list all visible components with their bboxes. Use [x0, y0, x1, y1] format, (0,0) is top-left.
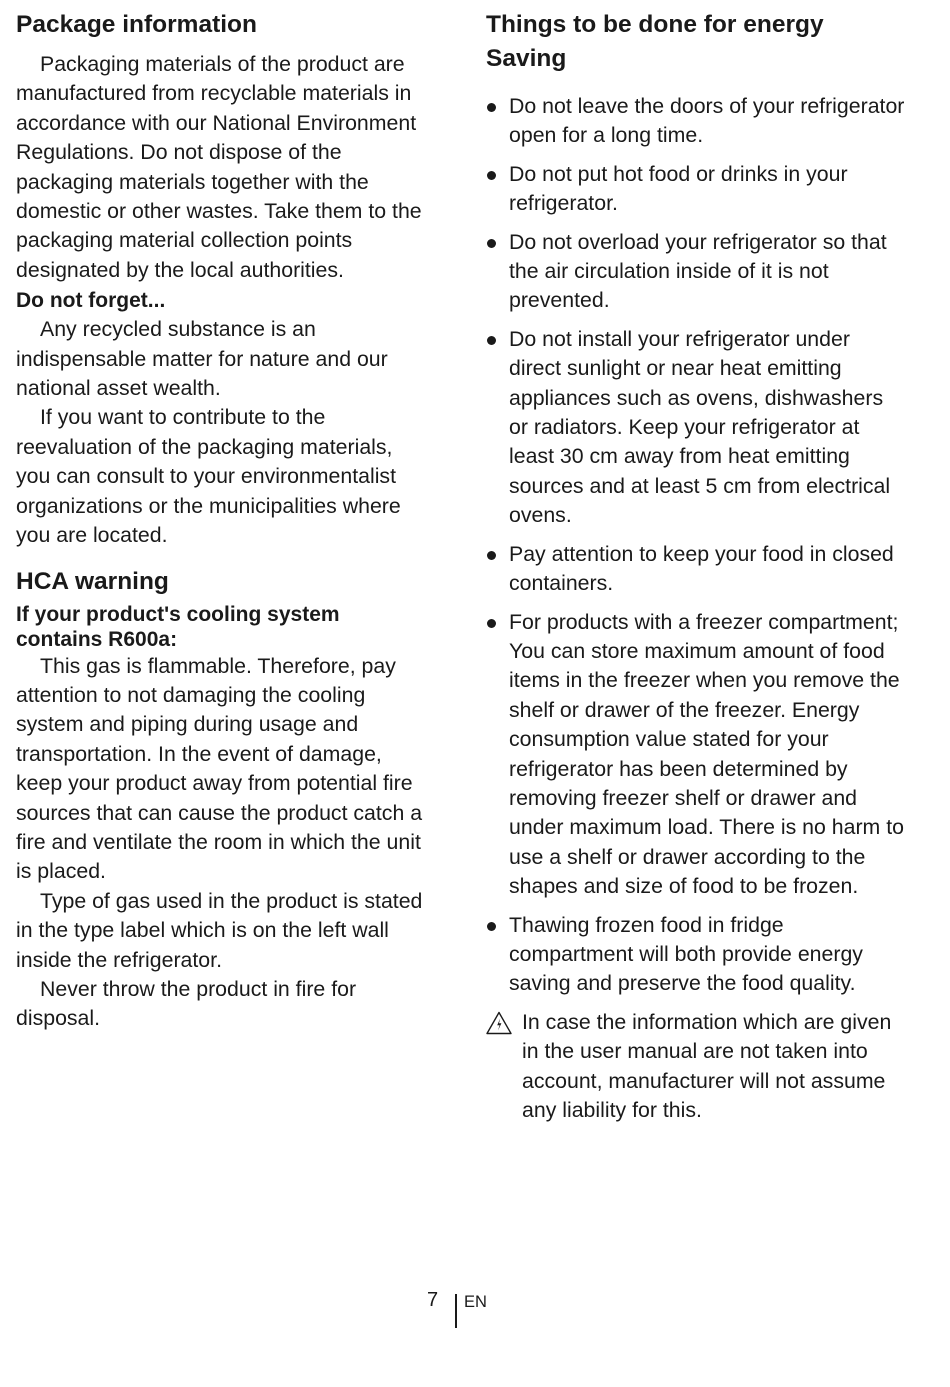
bullet-dot-icon: [487, 551, 496, 560]
energy-saving-list: [486, 92, 906, 999]
package-information-heading: Package information: [16, 11, 257, 38]
bullet-dot-icon: [487, 103, 496, 112]
warning-text: In case the information which are given in the user manual are not taken into account, manufacturer will not assume any liability for this.: [522, 1009, 892, 1122]
do-not-forget-subheading: Do not forget...: [16, 289, 166, 313]
list-item: Thawing frozen food in fridge compartment will both provide energy saving and preserve the food quality.: [486, 911, 906, 999]
bullet-dot-icon: [487, 922, 496, 931]
package-paragraph-3: If you want to contribute to the reevaluation of the packaging materials, you can consult to your environmentalist organizations or the municipalities where you are located.: [16, 405, 401, 548]
page-footer: [0, 1288, 950, 1330]
r600a-subheading: If your product's cooling system contains R600a:: [16, 602, 340, 651]
hca-warning-heading: HCA warning: [16, 567, 169, 595]
left-column: [16, 8, 426, 1034]
bullet-dot-icon: [487, 171, 496, 180]
list-item: Do not leave the doors of your refrigerator open for a long time.: [486, 92, 906, 151]
hca-paragraph-3: Never throw the product in fire for disposal.: [16, 976, 357, 1031]
liability-warning: [486, 1008, 906, 1126]
list-item: Do not install your refrigerator under direct sunlight or near heat emitting appliances such as ovens, dishwashers or radiators. Keep your refrigerator at least 30 cm away from heat emitting sources and at least 5 cm from electrical ovens.: [486, 325, 906, 531]
hca-paragraph-2: Type of gas used in the product is stated in the type label which is on the left wall inside the refrigerator.: [16, 888, 423, 972]
hca-paragraph-1: This gas is flammable. Therefore, pay attention to not damaging the cooling system and piping during usage and transportation. In the event of damage, keep your product away from potential fire sources that can cause the product catch a fire and ventilate the room in which the unit is placed.: [16, 653, 423, 884]
list-item: Do not overload your refrigerator so that the air circulation inside of it is not prevented.: [486, 228, 906, 316]
list-item: Do not put hot food or drinks in your refrigerator.: [486, 160, 906, 219]
bullet-dot-icon: [487, 239, 496, 248]
energy-saving-heading: Things to be done for energy Saving: [486, 11, 824, 72]
footer-divider: [455, 1294, 457, 1328]
language-code: EN: [464, 1293, 487, 1311]
list-item: Pay attention to keep your food in closed containers.: [486, 540, 906, 599]
bullet-dot-icon: [487, 619, 496, 628]
package-paragraph-1: Packaging materials of the product are manufactured from recyclable materials in accordance with our National Environment Regulations. Do not dispose of the packaging materials together with the domestic or other wastes. Take them to the packaging material collection points designated by the local authorities.: [16, 52, 422, 282]
page-number: 7: [427, 1289, 439, 1311]
right-column: [486, 8, 906, 1125]
package-paragraph-2: Any recycled substance is an indispensable matter for nature and our national asset wealth.: [16, 317, 388, 401]
bullet-dot-icon: [487, 336, 496, 345]
warning-triangle-icon: [486, 1011, 512, 1035]
list-item: For products with a freezer compartment; You can store maximum amount of food items in the freezer when you remove the shelf or drawer of the freezer. Energy consumption value stated for your refrigerator has been determined by removing freezer shelf or drawer and under maximum load. There is no harm to use a shelf or drawer according to the shapes and size of food to be frozen.: [486, 608, 906, 902]
